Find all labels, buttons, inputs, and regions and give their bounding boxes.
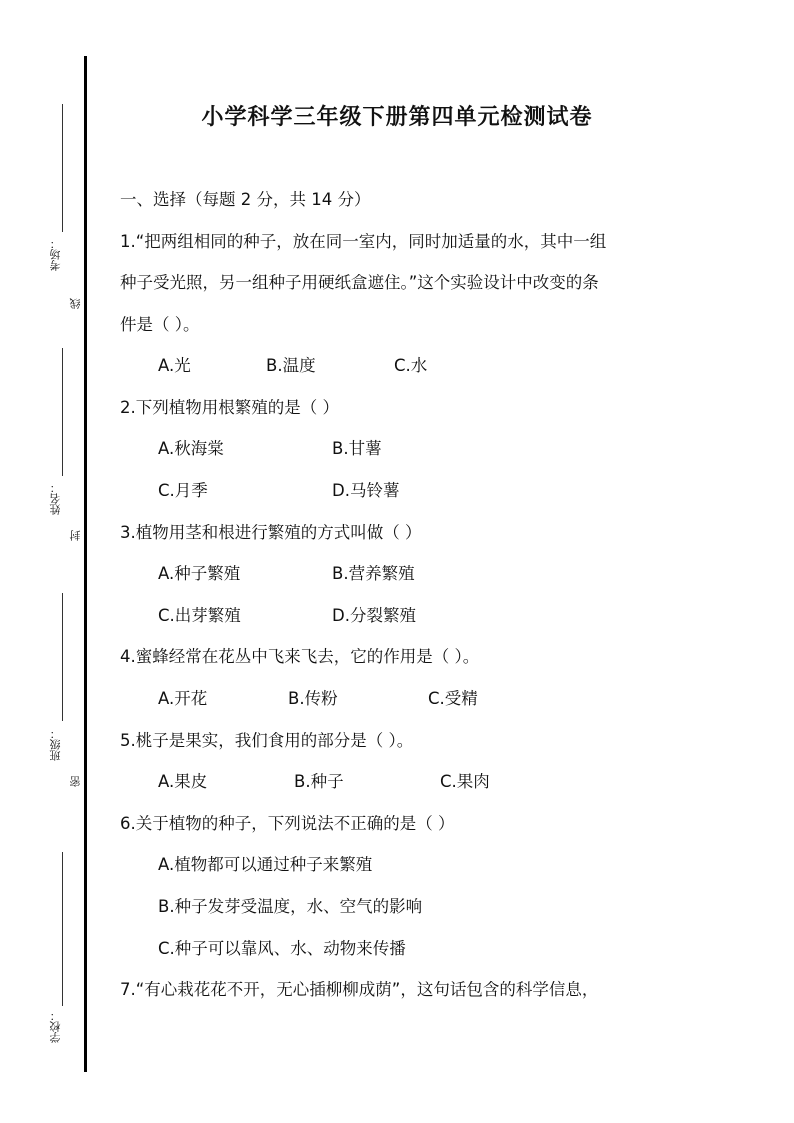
name-label: 姓名：: [49, 482, 62, 515]
question-6-option-b[interactable]: B.种子发芽受温度，水、空气的影响: [158, 897, 423, 916]
binding-margin-rule: [84, 56, 87, 1072]
question-7-stem: 7.“有心栽花花不开，无心插柳柳成荫”，这句话包含的科学信息，: [120, 980, 599, 999]
question-1-line-1: 1.“把两组相同的种子，放在同一室内，同时加适量的水，其中一组: [120, 232, 607, 251]
class-fill-line: [62, 593, 63, 721]
question-5-option-b[interactable]: B.种子: [294, 772, 344, 791]
question-2-option-b[interactable]: B.甘薯: [332, 439, 382, 458]
question-3-stem: 3.植物用茎和根进行繁殖的方式叫做（ ）: [120, 523, 422, 542]
question-4-option-c[interactable]: C.受精: [428, 689, 478, 708]
page-title: 小学科学三年级下册第四单元检测试卷: [201, 105, 593, 130]
question-1-line-3: 件是（ ）。: [120, 315, 200, 334]
question-3-option-b[interactable]: B.营养繁殖: [332, 564, 415, 583]
question-2-option-c[interactable]: C.月季: [158, 481, 208, 500]
class-label: 班级：: [49, 728, 62, 761]
question-3-option-a[interactable]: A.种子繁殖: [158, 564, 241, 583]
school-label: 学校：: [49, 1010, 62, 1043]
question-1-option-a[interactable]: A.光: [158, 356, 191, 375]
question-2-option-a[interactable]: A.秋海棠: [158, 439, 224, 458]
question-6-stem: 6.关于植物的种子，下列说法不正确的是（ ）: [120, 814, 455, 833]
question-5-stem: 5.桃子是果实，我们食用的部分是（ ）。: [120, 731, 414, 750]
question-2-stem: 2.下列植物用根繁殖的是（ ）: [120, 398, 339, 417]
question-4-stem: 4.蜜蜂经常在花丛中飞来飞去，它的作用是（ ）。: [120, 647, 480, 666]
question-2-option-d[interactable]: D.马铃薯: [332, 481, 400, 500]
exam-room-label: 考场：: [49, 238, 62, 271]
question-6-option-c[interactable]: C.种子可以靠风、水、动物来传播: [158, 939, 406, 958]
question-3-option-d[interactable]: D.分裂繁殖: [332, 606, 416, 625]
question-1-option-b[interactable]: B.温度: [266, 356, 316, 375]
name-fill-line: [62, 348, 63, 476]
question-1-line-2: 种子受光照，另一组种子用硬纸盒遮住。”这个实验设计中改变的条: [120, 273, 599, 292]
question-3-option-c[interactable]: C.出芽繁殖: [158, 606, 241, 625]
question-5-option-c[interactable]: C.果肉: [440, 772, 490, 791]
seal-char-secret: 密: [69, 776, 82, 787]
question-4-option-b[interactable]: B.传粉: [288, 689, 338, 708]
section-heading: 一、选择（每题 2 分，共 14 分）: [120, 190, 371, 209]
seal-char-line: 线: [69, 298, 82, 309]
question-4-option-a[interactable]: A.开花: [158, 689, 208, 708]
seal-char-seal: 封: [69, 530, 82, 541]
question-6-option-a[interactable]: A.植物都可以通过种子来繁殖: [158, 855, 373, 874]
school-fill-line: [62, 852, 63, 1006]
question-5-option-a[interactable]: A.果皮: [158, 772, 208, 791]
question-1-option-c[interactable]: C.水: [394, 356, 428, 375]
